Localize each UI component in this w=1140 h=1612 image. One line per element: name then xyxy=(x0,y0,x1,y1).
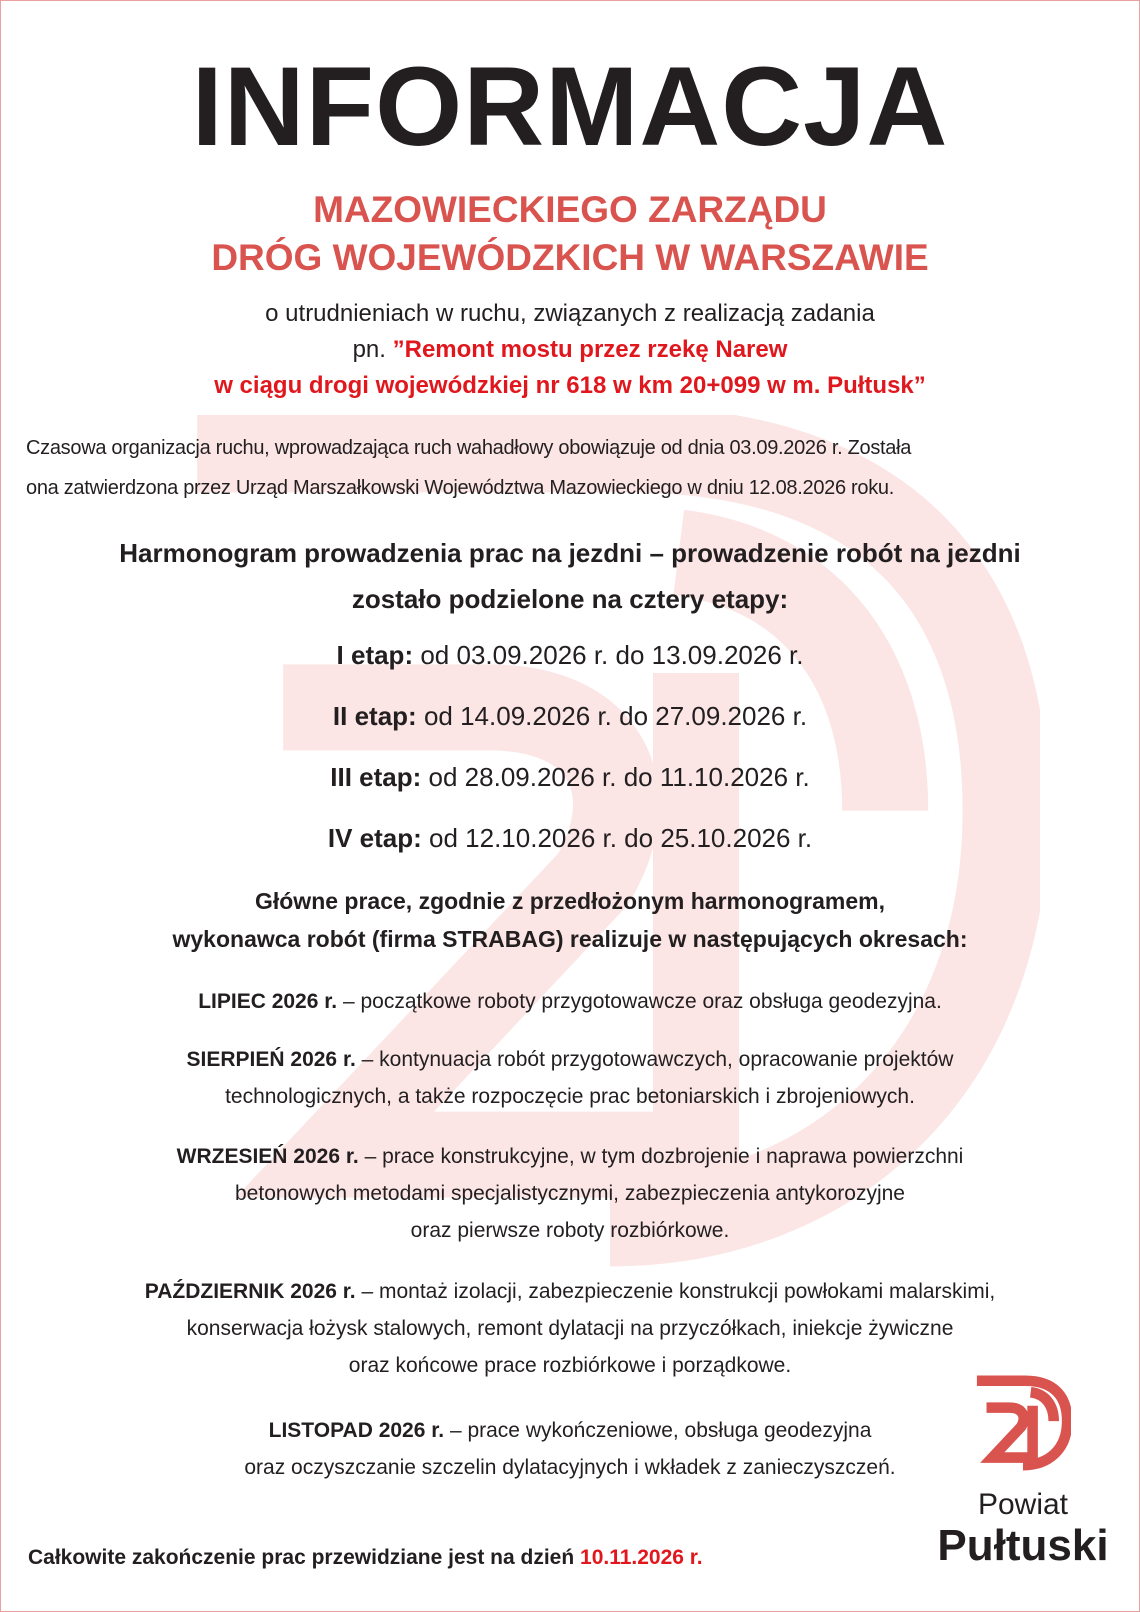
stage-item xyxy=(0,760,1140,794)
stage-dates: od 03.09.2026 r. do 13.09.2026 r. xyxy=(420,640,804,670)
stage-dates: od 12.10.2026 r. do 25.10.2026 r. xyxy=(429,823,813,853)
month-line xyxy=(0,983,1140,1020)
month-entry-pazdziernik xyxy=(0,1273,1140,1384)
completion-note xyxy=(28,1543,703,1573)
organization-name-line1: MAZOWIECKIEGO ZARZĄDU xyxy=(313,189,827,230)
month-label: WRZESIEŃ 2026 r. xyxy=(176,1145,359,1168)
month-entry-wrzesien xyxy=(0,1138,1140,1249)
stage-item xyxy=(0,699,1140,733)
month-text-line2: konserwacja łożysk stalowych, remont dylatacji na przyczółkach, iniekcje żywiczne xyxy=(186,1317,954,1340)
completion-date: 10.11.2026 r. xyxy=(580,1546,703,1569)
works-heading-line2: wykonawca robót (firma STRABAG) realizuje w następujących okresach: xyxy=(172,926,968,952)
month-text-line3: oraz końcowe prace rozbiórkowe i porządkowe. xyxy=(348,1354,792,1377)
intro-line1: Czasowa organizacja ruchu, wprowadzająca ruch wahadłowy obowiązuje od dnia 03.09.2026 r. Została xyxy=(26,437,912,459)
month-text: – kontynuacja robót przygotowawczych, opracowanie projektów xyxy=(361,1048,954,1071)
stage-item xyxy=(0,638,1140,672)
month-text-line2: technologicznych, a także rozpoczęcie prac betoniarskich i zbrojeniowych. xyxy=(225,1085,915,1108)
logo-text-powiat: Powiat xyxy=(977,1488,1069,1521)
intro-line2: ona zatwierdzona przez Urząd Marszałkowski Województwa Mazowieckiego w dniu 12.08.2026 roku. xyxy=(26,477,895,499)
stage-label: IV etap: xyxy=(327,823,422,853)
month-label: LISTOPAD 2026 r. xyxy=(268,1419,445,1442)
organization-name xyxy=(0,186,1140,282)
powiat-logo xyxy=(928,1375,1118,1575)
stage-dates: od 28.09.2026 r. do 11.10.2026 r. xyxy=(428,762,810,792)
stage-item xyxy=(0,821,1140,855)
schedule-heading-line2: zostało podzielone na cztery etapy: xyxy=(351,584,789,614)
completion-text: Całkowite zakończenie prac przewidziane jest na dzień xyxy=(28,1546,575,1569)
month-label: PAŹDZIERNIK 2026 r. xyxy=(144,1280,356,1303)
subject-line1: o utrudnieniach w ruchu, związanych z realizacją zadania xyxy=(265,300,875,327)
subject-prefix: pn. xyxy=(352,336,386,363)
month-line xyxy=(0,1273,1140,1310)
works-heading-line1: Główne prace, zgodnie z przedłożonym harmonogramem, xyxy=(254,888,886,914)
stage-label: II etap: xyxy=(332,701,417,731)
month-line xyxy=(0,1138,1140,1175)
schedule-heading-line1: Harmonogram prowadzenia prac na jezdni – prowadzenie robót na jezdni xyxy=(119,538,1021,568)
month-entry-sierpien xyxy=(0,1041,1140,1115)
stage-dates: od 14.09.2026 r. do 27.09.2026 r. xyxy=(423,701,808,731)
task-name-part1: ”Remont mostu przez rzekę Narew xyxy=(392,336,788,363)
month-label: SIERPIEŃ 2026 r. xyxy=(186,1048,356,1071)
month-text-line2: betonowych metodami specjalistycznymi, zabezpieczenia antykorozyjne xyxy=(235,1182,905,1205)
month-text-line3: oraz pierwsze roboty rozbiórkowe. xyxy=(410,1219,730,1242)
intro-paragraph xyxy=(26,428,1126,508)
subject-block xyxy=(0,296,1140,404)
month-text: – montaż izolacji, zabezpieczenie konstrukcji powłokami malarskimi, xyxy=(361,1280,996,1303)
stage-label: I etap: xyxy=(336,640,414,670)
month-entry-lipiec xyxy=(0,983,1140,1020)
month-text-line2: oraz oczyszczanie szczelin dylatacyjnych i wkładek z zanieczyszczeń. xyxy=(244,1456,896,1479)
stage-label: III etap: xyxy=(330,762,422,792)
month-text: – prace konstrukcyjne, w tym dozbrojenie i naprawa powierzchni xyxy=(364,1145,964,1168)
month-line xyxy=(0,1041,1140,1078)
month-text: – prace wykończeniowe, obsługa geodezyjna xyxy=(449,1419,872,1442)
schedule-heading xyxy=(0,530,1140,622)
works-heading xyxy=(0,882,1140,958)
powiat-pultuski-logo-icon xyxy=(975,1375,1071,1471)
page-title: INFORMACJA xyxy=(191,44,949,169)
month-label: LIPIEC 2026 r. xyxy=(198,990,338,1013)
organization-name-line2: DRÓG WOJEWÓDZKICH W WARSZAWIE xyxy=(211,237,929,278)
subject-task-line1 xyxy=(0,332,1140,368)
month-text: – początkowe roboty przygotowawcze oraz obsługa geodezyjna. xyxy=(342,990,942,1013)
logo-text-pultuski: Pułtuski xyxy=(937,1521,1109,1570)
task-name-part2: w ciągu drogi wojewódzkiej nr 618 w km 20+099 w m. Pułtusk” xyxy=(214,372,926,399)
